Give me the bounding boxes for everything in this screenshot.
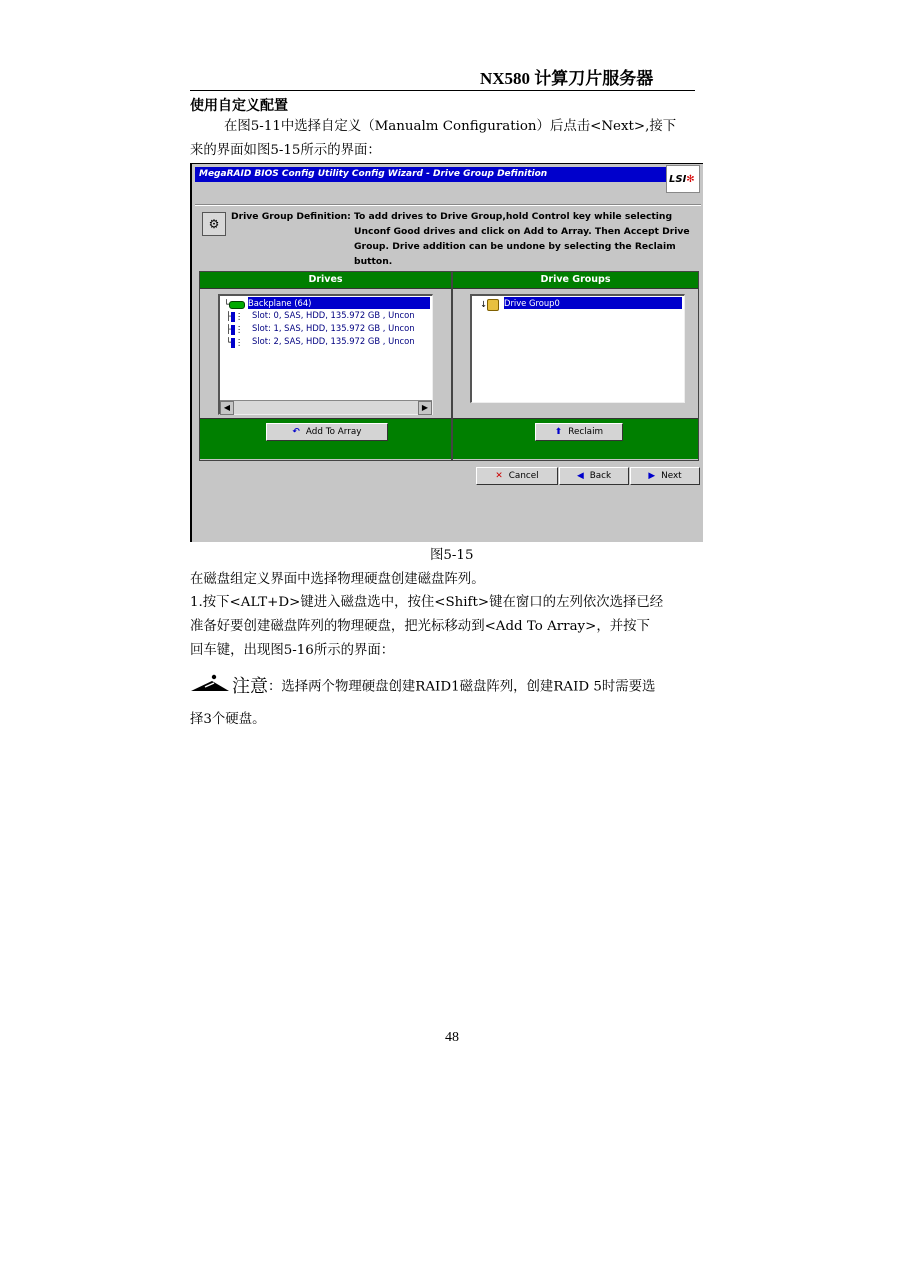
intro-line-2: 来的界面如图5-15所示的界面：: [190, 143, 381, 158]
next-label: Next: [661, 471, 682, 481]
cancel-label: Cancel: [508, 471, 539, 481]
paragraph-select-drives: 在磁盘组定义界面中选择物理硬盘创建磁盘阵列。: [190, 572, 485, 587]
steps-line-1: 1.按下<ALT+D>键进入磁盘选中，按住<Shift>键在窗口的左列依次选择已经: [190, 595, 664, 610]
bios-screenshot: [190, 163, 703, 542]
drive-groups-panel: [452, 271, 699, 461]
page-number: 48: [445, 1030, 459, 1045]
cancel-button[interactable]: [476, 467, 558, 485]
next-arrow-icon: ▶: [648, 471, 656, 481]
note-label: 注意: [232, 676, 268, 697]
drive-groups-listbox[interactable]: [470, 294, 685, 403]
section-heading: 使用自定义配置: [190, 98, 288, 114]
reclaim-label: Reclaim: [568, 427, 604, 437]
drives-action-bar: [200, 418, 451, 459]
back-button[interactable]: [559, 467, 629, 485]
drives-panel: [199, 271, 452, 461]
drives-panel-header: Drives: [200, 272, 451, 289]
drive-groups-panel-header: Drive Groups: [453, 272, 698, 289]
lsi-logo: LSI✻: [666, 165, 700, 193]
drives-horizontal-scrollbar[interactable]: [220, 400, 432, 414]
paragraph-steps: [190, 591, 663, 663]
backplane-icon: └: [224, 298, 245, 310]
add-to-array-label: Add To Array: [305, 427, 362, 437]
steps-line-3: 回车键，出现图5-16所示的界面：: [190, 643, 395, 658]
tree-item-slot-2[interactable]: Slot: 2, SAS, HDD, 135.972 GB , Uncon: [252, 336, 415, 346]
scroll-right-icon[interactable]: ▶: [418, 401, 432, 415]
drives-listbox[interactable]: [218, 294, 433, 415]
note-body: ：选择两个物理硬盘创建RAID1磁盘阵列，创建RAID 5时需要选: [268, 679, 656, 695]
header-divider: [190, 90, 695, 91]
next-button[interactable]: [630, 467, 700, 485]
lsi-logo-text: LSI: [669, 174, 687, 185]
slot-0-icon: ├ ⋮: [226, 311, 244, 321]
drive-group-icon: ↓: [480, 298, 499, 311]
back-label: Back: [589, 471, 612, 481]
undo-arrow-icon: ↶: [292, 427, 300, 437]
tree-item-backplane[interactable]: Backplane (64): [248, 297, 430, 309]
title-separator: [195, 204, 701, 206]
info-text: To add drives to Drive Group,hold Control key while selecting Unconf Good drives and click on Add to Array. Then Accept Drive Group. Drive addition can be undone by selecting the Reclaim button.: [354, 211, 690, 267]
drive-group-definition-icon: ⚙: [202, 212, 226, 236]
steps-line-2: 准备好要创建磁盘阵列的物理硬盘，把光标移动到<Add To Array>，并按下: [190, 619, 650, 634]
intro-line-1: 在图5-11中选择自定义（Manualm Configuration）后点击<Next>,接下: [224, 119, 677, 134]
scroll-left-icon[interactable]: ◀: [220, 401, 234, 415]
back-arrow-icon: ◀: [576, 471, 584, 481]
tree-item-slot-0[interactable]: Slot: 0, SAS, HDD, 135.972 GB , Uncon: [252, 310, 415, 320]
tree-item-drive-group-0[interactable]: Drive Group0: [504, 297, 682, 309]
note-callout: [190, 672, 655, 698]
add-to-array-button[interactable]: [266, 423, 388, 441]
drive-groups-action-bar: [453, 418, 698, 459]
info-label: Drive Group Definition:: [231, 211, 351, 222]
warning-hill-icon: [190, 673, 230, 697]
window-title: MegaRAID BIOS Config Utility Config Wizard - Drive Group Definition: [195, 167, 667, 182]
up-arrow-icon: ⬆: [554, 427, 563, 437]
slot-2-icon: └ ⋮: [226, 337, 244, 347]
figure-caption: 图5-15: [430, 548, 474, 563]
close-icon: ✕: [495, 471, 503, 481]
reclaim-button[interactable]: [535, 423, 623, 441]
intro-paragraph: [190, 115, 676, 163]
document-header-title: NX580 计算刀片服务器: [480, 69, 654, 88]
tree-item-slot-1[interactable]: Slot: 1, SAS, HDD, 135.972 GB , Uncon: [252, 323, 415, 333]
note-body-continued: 择3个硬盘。: [190, 712, 266, 727]
slot-1-icon: ├ ⋮: [226, 324, 244, 334]
